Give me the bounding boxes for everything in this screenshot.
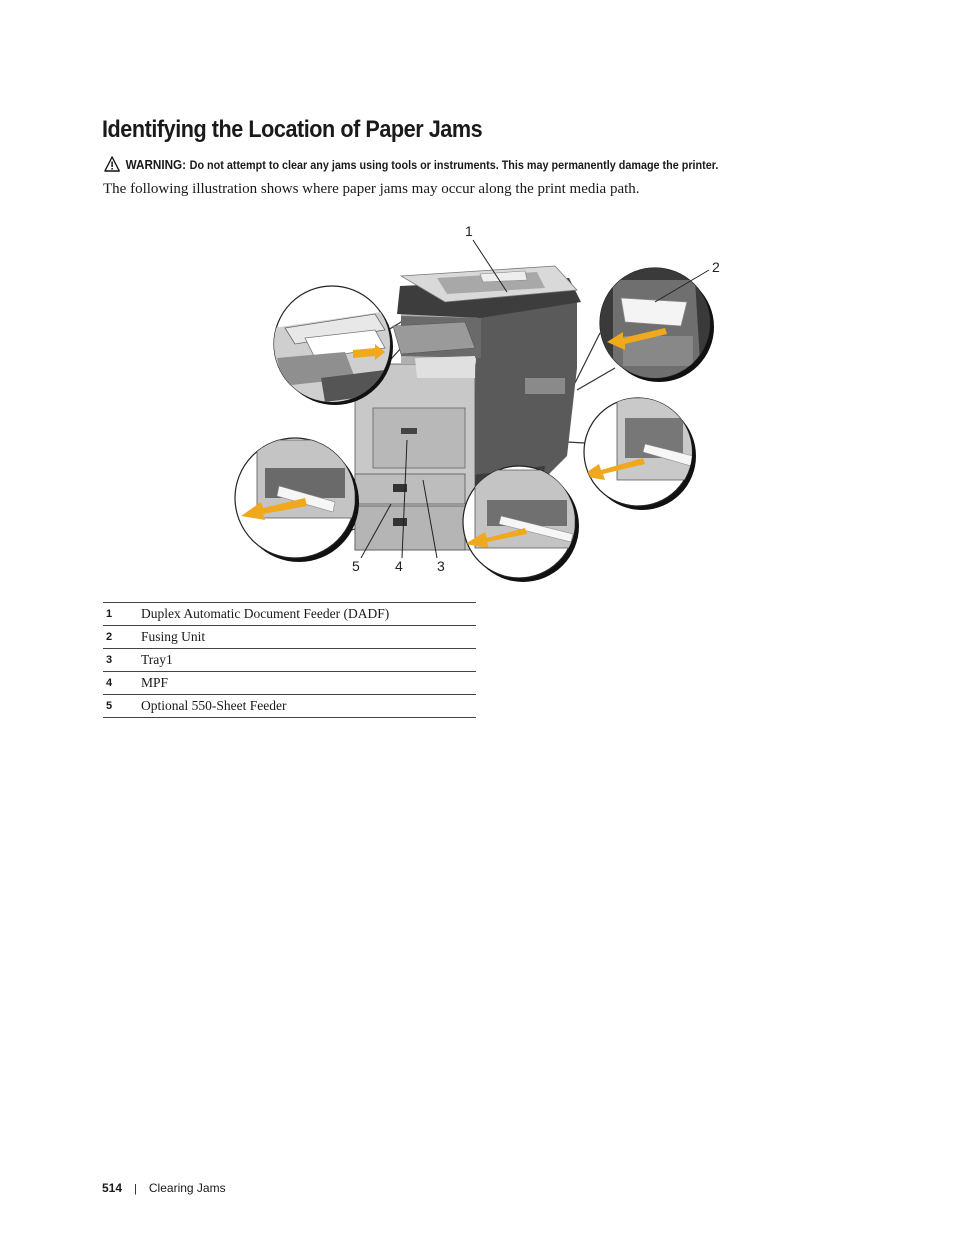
- callout-1: 1: [465, 223, 473, 239]
- legend-number: 3: [106, 654, 113, 666]
- legend-number: 1: [106, 608, 113, 620]
- legend-row: [103, 626, 476, 649]
- page-footer: [102, 1181, 226, 1195]
- callout-3: 3: [437, 558, 445, 574]
- legend-row: [103, 695, 476, 718]
- legend-label: Fusing Unit: [141, 629, 206, 644]
- legend-number: 5: [106, 700, 113, 712]
- legend-number: 4: [106, 677, 113, 689]
- printer-jam-illustration: [225, 218, 720, 588]
- callout-4: 4: [395, 558, 403, 574]
- legend-row: [103, 672, 476, 695]
- legend-label: Tray1: [141, 652, 173, 667]
- intro-text: The following illustration shows where paper jams may occur along the print media path.: [103, 181, 640, 197]
- zoom-bubble-mpf: [463, 466, 579, 582]
- warning-icon: [104, 156, 120, 172]
- legend-table: [103, 602, 476, 718]
- legend-label: Optional 550-Sheet Feeder: [141, 698, 287, 713]
- page-title: Identifying the Location of Paper Jams: [102, 116, 483, 143]
- callout-5: 5: [352, 558, 360, 574]
- callout-2: 2: [712, 259, 720, 275]
- legend-row: [103, 603, 476, 626]
- legend-label: Duplex Automatic Document Feeder (DADF): [141, 606, 390, 621]
- zoom-bubble-fusing-unit: [597, 268, 717, 388]
- warning-text: Do not attempt to clear any jams using tools or instruments. This may permanently damage the printer.: [189, 158, 719, 172]
- section-name: Clearing Jams: [148, 1181, 226, 1195]
- page-number: 514: [102, 1181, 123, 1195]
- zoom-bubble-optional-feeder: [235, 438, 359, 562]
- warning-label: WARNING:: [125, 157, 187, 172]
- footer-separator: |: [134, 1183, 137, 1195]
- legend-label: MPF: [141, 675, 169, 690]
- legend-row: [103, 649, 476, 672]
- zoom-bubble-tray1: [581, 398, 696, 510]
- legend-number: 2: [106, 631, 113, 643]
- warning-notice: [104, 156, 718, 176]
